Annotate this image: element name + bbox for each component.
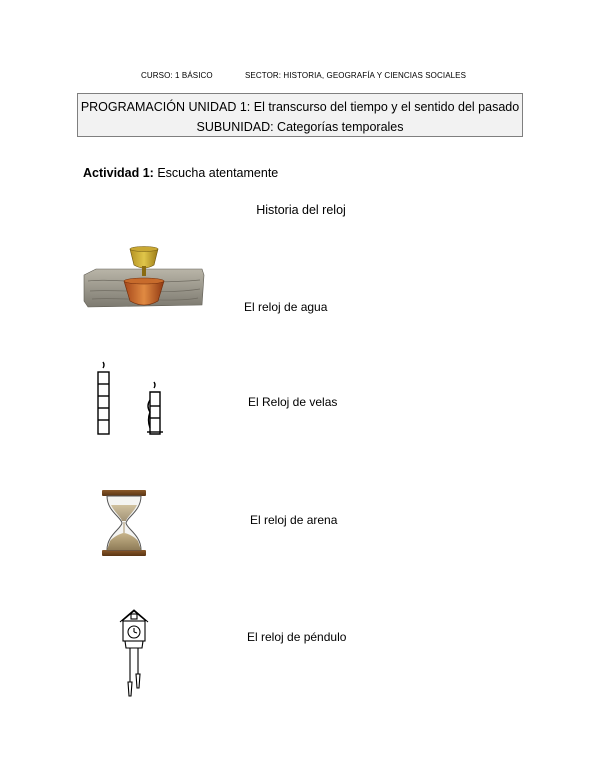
course-label: CURSO: 1 BÁSICO — [141, 71, 213, 80]
section-title: Historia del reloj — [256, 203, 346, 217]
sector-label: SECTOR: HISTORIA, GEOGRAFÍA Y CIENCIAS SOCIALES — [245, 71, 467, 80]
activity-text: Escucha atentamente — [153, 166, 279, 180]
activity-instruction — [83, 166, 278, 180]
water-clock-icon — [82, 245, 206, 311]
subunit-title: SUBUNIDAD: Categorías temporales — [196, 120, 404, 134]
unit-title: PROGRAMACIÓN UNIDAD 1: El transcurso del tiempo y el sentido del pasado — [80, 100, 520, 114]
candle-clock-icon — [93, 360, 173, 438]
unit-title-box — [77, 93, 523, 137]
cuckoo-clock-icon — [117, 608, 151, 698]
activity-label: Actividad 1: — [83, 166, 154, 180]
hourglass-label: El reloj de arena — [250, 513, 338, 527]
water-clock-label: El reloj de agua — [244, 300, 328, 314]
candle-clock-label: El Reloj de velas — [248, 395, 338, 409]
hourglass-icon — [101, 489, 147, 557]
cuckoo-clock-label: El reloj de péndulo — [247, 630, 347, 644]
